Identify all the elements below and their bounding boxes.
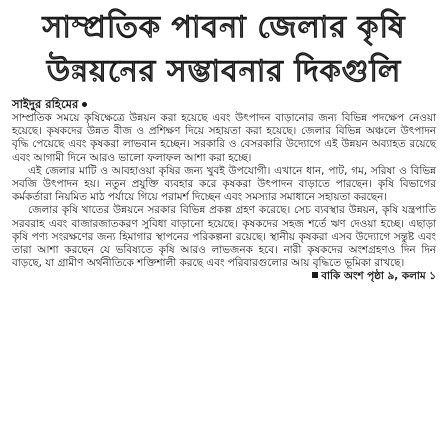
headline-line-1: সাম্প্রতিক পাবনা জেলার কৃষি <box>42 10 406 45</box>
byline-text: সাইদুর রহিমের <box>12 97 79 111</box>
byline <box>12 96 436 112</box>
article-headline <box>12 6 436 94</box>
paragraph-3: জেলার কৃষি খাতের উন্নয়নে সরকার বিভিন্ন প্রকল্প গ্রহণ করেছে। সেচ ব্যবস্থার উন্নয়ন, কৃষি যন্ত্রপাতি সরবরাহ এবং বাজারজাতকরণ সুবিধা বাড়ানো হয়েছে। কৃষকদের সহজ শর্তে ঋণ দেওয়া হচ্ছে। এছাড়া কৃষি পণ্য সংরক্ষণের জন্য হিমাগার স্থাপনের পরিকল্পনা রয়েছে। স্থানীয় কৃষকরা এসব উদ্যোগে সন্তুষ্ট এবং তারা আশা করছেন যে ভবিষ্যতে কৃষি আরও লাভজনক হবে। নারী কৃষকদের অংশগ্রহণও দিন দিন বাড়ছে, যা গ্রামীণ অর্থনীতিকে শক্তিশালী করছে এবং পরিবারগুলোর আয় বৃদ্ধিতে ভূমিকা রাখছে। <box>12 204 436 270</box>
paragraph-2: এই জেলার মাটি ও আবহাওয়া কৃষির জন্য খুবই উপযোগী। এখানে ধান, পাট, গম, সরিষা ও বিভিন্ন সবজি উৎপাদন হয়। নতুন প্রযুক্তি ব্যবহার করে কৃষকরা উৎপাদন বাড়াতে পারছেন। কৃষি বিভাগের কর্মকর্তারা নিয়মিত মাঠ পর্যায়ে গিয়ে পরামর্শ দিচ্ছেন এবং সমস্যার সমাধানে সহায়তা করছেন। <box>12 164 436 204</box>
article-body <box>12 112 436 284</box>
square-bullet-icon <box>312 272 318 278</box>
headline-line-2: উন্নয়নের সম্ভাবনার দিকগুলি <box>46 54 402 89</box>
bullet-icon <box>82 102 87 107</box>
paragraph-1: সাম্প্রতিক সময়ে কৃষিক্ষেত্রে উন্নয়ন করা হয়েছে এবং উৎপাদন বাড়ানোর জন্য বিভিন্ন পদক্ষেপ নেওয়া হয়েছে। কৃষকদের উন্নত বীজ ও প্রশিক্ষণ দিয়ে সহায়তা করা হয়েছে। জেলার বিভিন্ন অঞ্চলে উৎপাদন বৃদ্ধি পেয়েছে এবং কৃষকরা লাভবান হচ্ছেন। সরকারি ও বেসরকারি উদ্যোগে এই উন্নয়ন অব্যাহত রয়েছে এবং আগামী দিনে আরও ভালো ফলাফল আশা করা হচ্ছে। <box>12 112 436 164</box>
continuation-row <box>12 270 436 283</box>
continuation-text: বাকি অংশ পৃষ্ঠা ৯, কলাম ১ <box>321 270 436 283</box>
continuation-note <box>312 270 436 283</box>
